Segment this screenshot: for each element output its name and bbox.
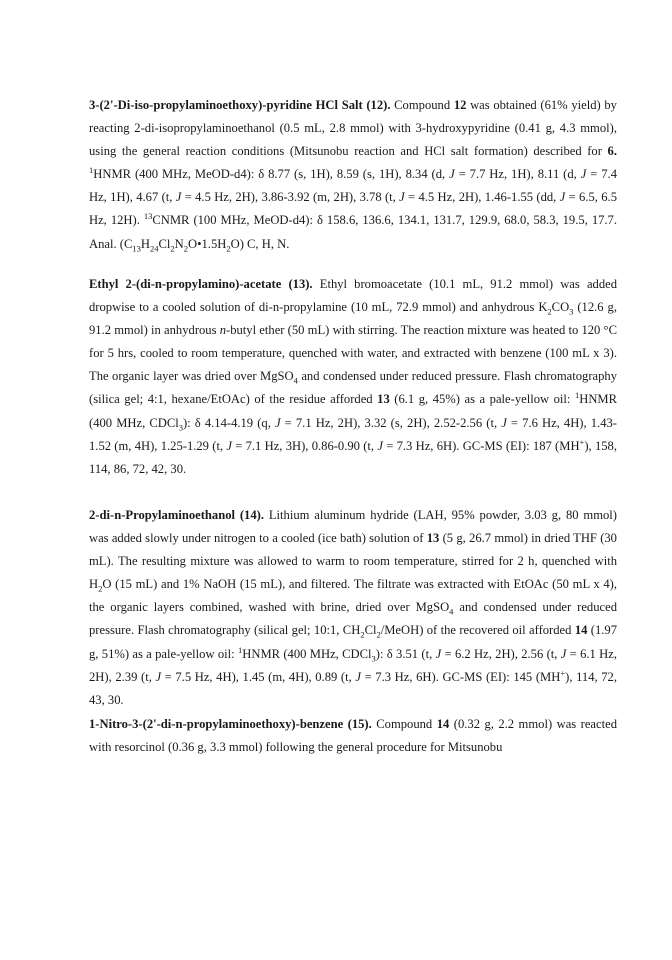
text-run: ): δ 4.14-4.19 (q,	[182, 415, 275, 430]
text-run: 2	[360, 629, 365, 640]
text-run: = 7.6 Hz, 4H), 1.43-1.52 (m, 4H), 1.25-1.29 (t,	[89, 415, 617, 453]
text-run: (5 g, 26.7 mmol) in dried THF (30 mL). The resulting mixture was allowed to warm to room temperature, stirred for 2 h, quenched with H	[89, 531, 617, 592]
text-run: CNMR (100 MHz, MeOD-d4): δ 158.6, 136.6, 134.1, 131.7, 129.9, 68.0, 58.3, 19.5, 17.7. Anal. (C	[89, 213, 618, 251]
text-run: and condensed under reduced pressure. Flash chromatography (silical gel; 10:1, CH	[89, 600, 617, 638]
text-run: H	[140, 236, 150, 251]
text-run: J	[355, 669, 361, 684]
paragraph-body	[89, 508, 617, 707]
text-run: 1	[238, 644, 243, 655]
text-run: 13	[132, 243, 141, 254]
text-run: was obtained (61% yield) by reacting 2-di-isopropylaminoethanol (0.5 mL, 2.8 mmol) with 3-hydroxypyridine (0.41 g, 4.3 mmol), using the general reaction conditions (Mitsunobu reaction and HCl salt formation) described for	[89, 98, 617, 159]
text-run: J	[449, 167, 455, 182]
paragraph-heading: 2-di-n-Propylaminoethanol (14).	[89, 508, 264, 522]
text-run: O) C, H, N.	[230, 236, 290, 251]
text-run: J	[155, 669, 162, 684]
text-run: HNMR (400 MHz, CDCl	[242, 646, 372, 661]
text-run: 2	[226, 243, 231, 254]
text-run: Cl	[364, 623, 377, 638]
paragraph-compound-13	[89, 273, 617, 481]
text-run: CO	[551, 300, 570, 315]
text-run: 4	[449, 606, 454, 617]
text-run: 3	[371, 653, 376, 664]
text-run: 2	[376, 629, 381, 640]
text-run: 12	[453, 98, 467, 112]
text-run: 6.	[607, 144, 617, 159]
paragraph-body	[89, 98, 618, 254]
text-run: Lithium aluminum hydride (LAH, 95% powder, 3.03 g, 80 mmol) was added slowly under nitrogen to a cooled (ice bath) solution of	[89, 508, 617, 546]
text-run: = 7.1 Hz, 3H), 0.86-0.90 (t,	[231, 438, 378, 453]
paragraph-body	[89, 277, 617, 476]
paragraph-compound-15	[89, 713, 617, 759]
text-run: (12.6 g, 91.2 mmol) in anhydrous	[89, 300, 617, 338]
text-run: J	[274, 415, 281, 430]
text-run: 1	[89, 165, 94, 176]
text-run: and condensed under reduced pressure. Flash chromatography (silica gel; 4:1, hexane/EtOAc) of the residue afforded	[89, 369, 617, 407]
text-run: HNMR (400 MHz, CDCl	[89, 392, 618, 430]
paragraph-compound-14	[89, 504, 617, 712]
text-run: (0.32 g, 2.2 mmol) was reacted with resorcinol (0.36 g, 3.3 mmol) following the general procedure for Mitsunobu	[89, 717, 617, 755]
text-run: = 7.3 Hz, 6H). GC-MS (EI): 187 (MH	[382, 438, 580, 453]
text-run: Compound	[394, 98, 454, 112]
text-run: 2	[98, 583, 103, 594]
text-run: = 6.2 Hz, 2H), 2.56 (t,	[441, 646, 561, 661]
text-run: n	[219, 323, 227, 338]
text-run: = 4.5 Hz, 2H), 3.86-3.92 (m, 2H), 3.78 (t,	[181, 190, 400, 205]
text-run: Cl	[158, 236, 171, 251]
text-run: (6.1 g, 45%) as a pale-yellow oil:	[389, 392, 575, 407]
text-run: = 7.4 Hz, 1H), 4.67 (t,	[89, 167, 617, 205]
text-run: ): δ 3.51 (t,	[375, 646, 436, 661]
text-run: J	[377, 438, 383, 453]
text-run: 2	[170, 243, 175, 254]
text-run: +	[560, 667, 566, 678]
text-run: 4	[293, 375, 298, 386]
text-run: J	[435, 646, 442, 661]
text-run: O (15 mL) and 1% NaOH (15 mL), and filtered. The filtrate was extracted with EtOAc (50 mL x 4), the organic layers combined, washed with brine, dried over MgSO	[89, 577, 617, 615]
paragraph-heading: 1-Nitro-3-(2'-di-n-propylaminoethoxy)-benzene (15).	[89, 717, 372, 731]
text-run: J	[399, 190, 405, 205]
text-run: 13	[143, 211, 153, 222]
text-run: 24	[149, 243, 159, 254]
paragraph-heading: 3-(2'-Di-iso-propylaminoethoxy)-pyridine HCl Salt (12).	[89, 98, 391, 112]
paragraph-compound-12	[89, 94, 617, 256]
text-run: = 6.1 Hz, 2H), 2.39 (t,	[89, 646, 617, 684]
text-run: J	[175, 190, 182, 205]
paragraph-heading: Ethyl 2-(di-n-propylamino)-acetate (13).	[89, 277, 313, 291]
text-run: = 7.7 Hz, 1H), 8.11 (d,	[454, 167, 581, 182]
text-run: 3	[178, 422, 183, 433]
text-run: (1.97 g, 51%) as a pale-yellow oil:	[89, 623, 618, 661]
text-run: 13	[377, 392, 390, 407]
text-run: = 7.5 Hz, 4H), 1.45 (m, 4H), 0.89 (t,	[161, 669, 356, 684]
text-run: ), 114, 72, 43, 30.	[89, 669, 618, 707]
text-run: J	[226, 438, 232, 453]
text-run: 2	[547, 306, 552, 317]
text-run: = 7.1 Hz, 2H), 3.32 (s, 2H), 2.52-2.56 (t,	[280, 415, 502, 430]
text-run: 1	[574, 390, 580, 401]
text-run: N	[174, 236, 184, 251]
text-run: = 6.5, 6.5 Hz, 12H).	[89, 190, 617, 228]
text-run: Compound	[376, 717, 437, 731]
text-run: 2	[183, 243, 188, 254]
text-run: +	[579, 436, 585, 447]
text-run: J	[501, 415, 507, 430]
text-run: J	[559, 190, 566, 205]
text-run: 14	[436, 717, 450, 731]
text-run: 13	[426, 531, 440, 546]
text-run: Ethyl bromoacetate (10.1 mL, 91.2 mmol) was added dropwise to a cooled solution of di-n-propylamine (10 mL, 72.9 mmol) and anhydrous K	[89, 277, 618, 315]
text-run: 3	[569, 306, 574, 317]
text-run: O•1.5H	[188, 236, 227, 251]
text-run: HNMR (400 MHz, MeOD-d4): δ 8.77 (s, 1H), 8.59 (s, 1H), 8.34 (d,	[93, 167, 450, 182]
text-run: = 4.5 Hz, 2H), 1.46-1.55 (dd,	[404, 190, 560, 205]
text-run: -butyl ether (50 mL) with stirring. The reaction mixture was heated to 120 °C for 5 hrs, cooled to room temperature, quenched with water, and extracted with benzene (100 mL x 3). The organic layer was dried over MgSO	[89, 323, 617, 384]
text-run: ), 158, 114, 86, 72, 42, 30.	[89, 438, 617, 476]
text-run: 14	[574, 623, 588, 638]
text-run: J	[580, 167, 587, 182]
text-run: /MeOH) of the recovered oil afforded	[380, 623, 575, 638]
text-run: = 7.3 Hz, 6H). GC-MS (EI): 145 (MH	[360, 669, 561, 684]
text-run: J	[560, 646, 567, 661]
